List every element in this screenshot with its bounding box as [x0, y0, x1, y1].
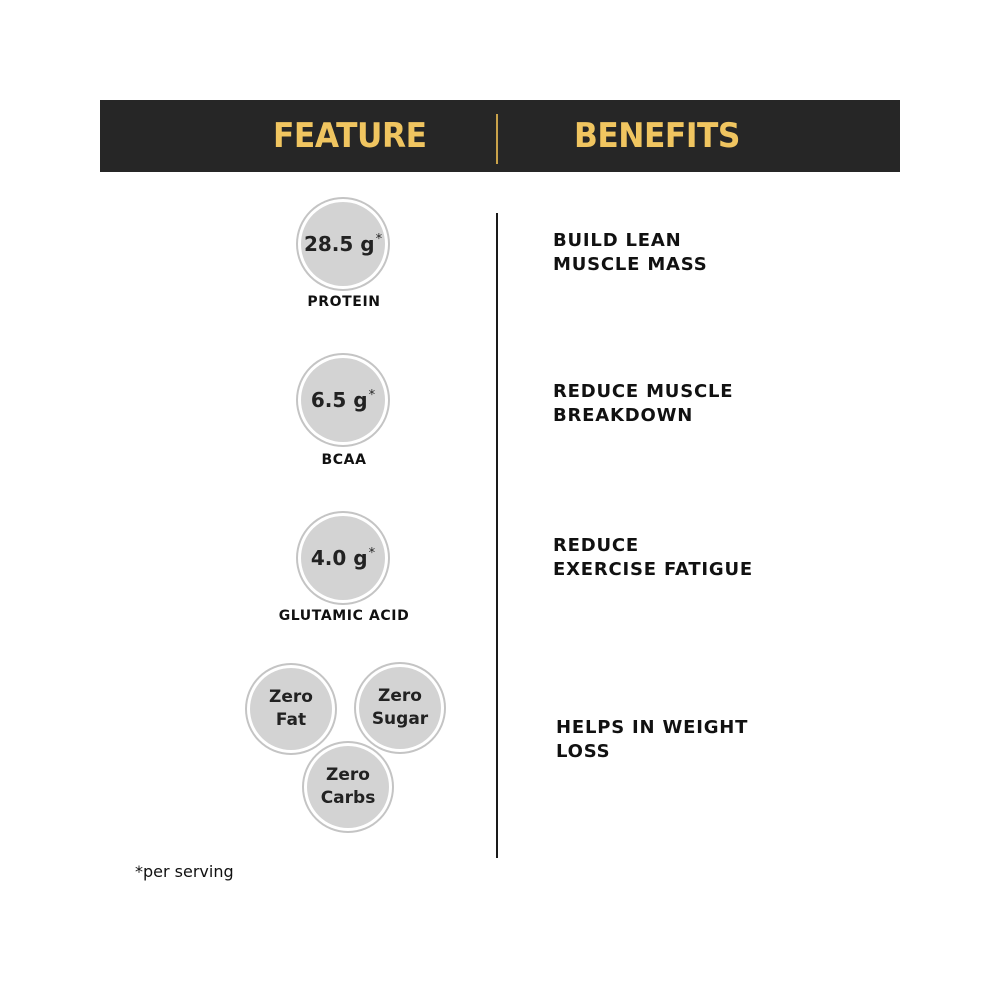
benefit-reduce-breakdown — [553, 380, 733, 428]
footnote: *per serving — [135, 862, 234, 881]
feature-heading: FEATURE — [273, 116, 427, 156]
zero-sugar-line1: Zero — [378, 686, 422, 706]
glutamic-acid-amount: 4.0 g* — [310, 546, 376, 570]
bcaa-badge — [301, 358, 385, 442]
zero-carbs-badge — [307, 746, 389, 828]
protein-amount: 28.5 g* — [303, 232, 383, 256]
column-divider — [496, 213, 498, 858]
benefit-build-lean-muscle — [553, 229, 708, 277]
benefit-line: LOSS — [556, 741, 611, 762]
header-bar — [100, 100, 900, 172]
zero-fat-line1: Zero — [269, 687, 313, 707]
benefit-line: BREAKDOWN — [553, 405, 694, 426]
benefit-weight-loss — [556, 716, 748, 764]
protein-badge — [301, 202, 385, 286]
zero-fat-line2: Fat — [275, 710, 307, 730]
benefit-reduce-fatigue — [553, 534, 753, 582]
glutamic-acid-label: GLUTAMIC ACID — [278, 608, 410, 624]
benefits-heading: BENEFITS — [574, 116, 740, 156]
benefit-line: REDUCE — [553, 535, 640, 556]
benefit-line: MUSCLE MASS — [553, 254, 708, 275]
zero-carbs-line1: Zero — [326, 765, 370, 785]
benefit-line: HELPS IN WEIGHT — [556, 717, 749, 738]
zero-sugar-line2: Sugar — [371, 709, 429, 729]
glutamic-acid-badge — [301, 516, 385, 600]
zero-carbs-line2: Carbs — [320, 788, 376, 808]
zero-sugar-badge — [359, 667, 441, 749]
zero-fat-badge — [250, 668, 332, 750]
benefit-line: BUILD LEAN — [553, 230, 682, 251]
benefit-line: REDUCE MUSCLE — [553, 381, 734, 402]
bcaa-amount: 6.5 g* — [310, 388, 376, 412]
header-divider — [496, 114, 498, 164]
bcaa-label: BCAA — [321, 452, 367, 468]
benefit-line: EXERCISE FATIGUE — [553, 559, 753, 580]
protein-label: PROTEIN — [307, 294, 381, 310]
